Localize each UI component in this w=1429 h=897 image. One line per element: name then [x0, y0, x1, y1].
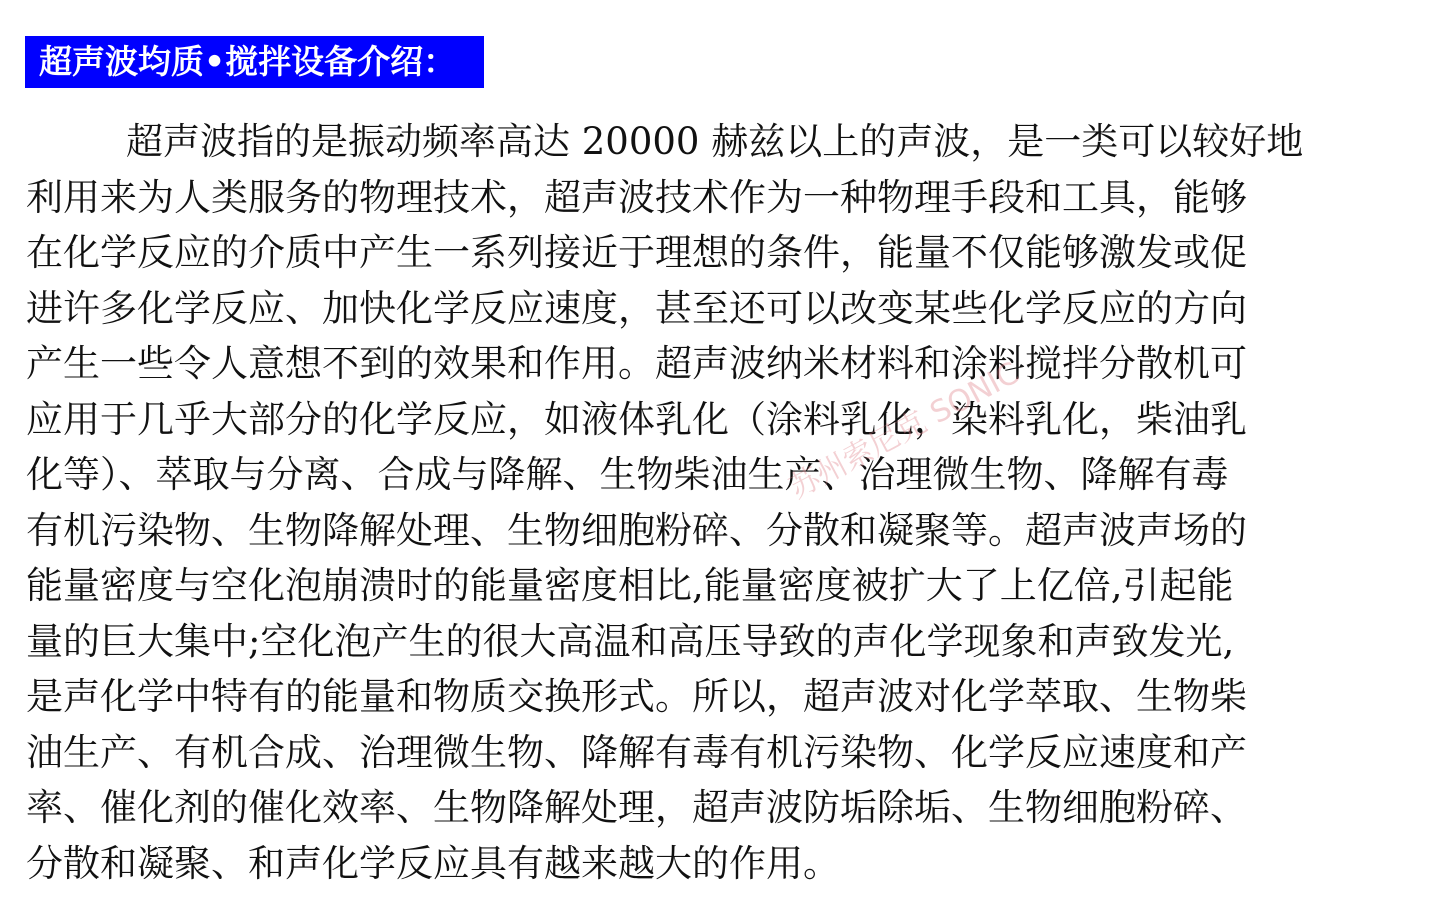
- watermark: 苏州索尼克 SONIC: [783, 355, 1025, 506]
- paragraph-line: 有机污染物、生物降解处理、生物细胞粉碎、分散和凝聚等。超声波声场的: [26, 508, 1247, 552]
- paragraph-line: 产生一些令人意想不到的效果和作用。超声波纳米材料和涂料搅拌分散机可: [26, 342, 1247, 385]
- paragraph-line: 能量密度与空化泡崩溃时的能量密度相比,能量密度被扩大了上亿倍,引起能: [26, 564, 1234, 607]
- paragraph-line: 利用来为人类服务的物理技术，超声波技术作为一种物理手段和工具，能够: [26, 175, 1247, 219]
- paragraph-line: 在化学反应的介质中产生一系列接近于理想的条件，能量不仅能够激发或促: [26, 231, 1247, 274]
- paragraph-line: 化等）、萃取与分离、合成与降解、生物柴油生产、治理微生物、降解有毒: [26, 453, 1229, 496]
- body-paragraph: [26, 114, 1411, 891]
- paragraph-line: 是声化学中特有的能量和物质交换形式。所以，超声波对化学萃取、生物柴: [26, 675, 1247, 718]
- paragraph-line: 率、催化剂的催化效率、生物降解处理，超声波防垢除垢、生物细胞粉碎、: [26, 786, 1247, 829]
- paragraph-line: 分散和凝聚、和声化学反应具有越来越大的作用。: [26, 841, 840, 885]
- paragraph-line: 超声波指的是振动频率高达 20000 赫兹以上的声波，是一类可以较好地: [126, 120, 1304, 163]
- paragraph-line: 量的巨大集中;空化泡产生的很大高温和高压导致的声化学现象和声致发光,: [26, 619, 1235, 663]
- paragraph-line: 应用于几乎大部分的化学反应，如液体乳化（涂料乳化，染料乳化，柴油乳: [26, 397, 1247, 441]
- title-banner: 超声波均质•搅拌设备介绍：: [25, 36, 484, 88]
- paragraph-line: 油生产、有机合成、治理微生物、降解有毒有机污染物、化学反应速度和产: [26, 730, 1247, 774]
- paragraph-line: 进许多化学反应、加快化学反应速度，甚至还可以改变某些化学反应的方向: [26, 286, 1247, 330]
